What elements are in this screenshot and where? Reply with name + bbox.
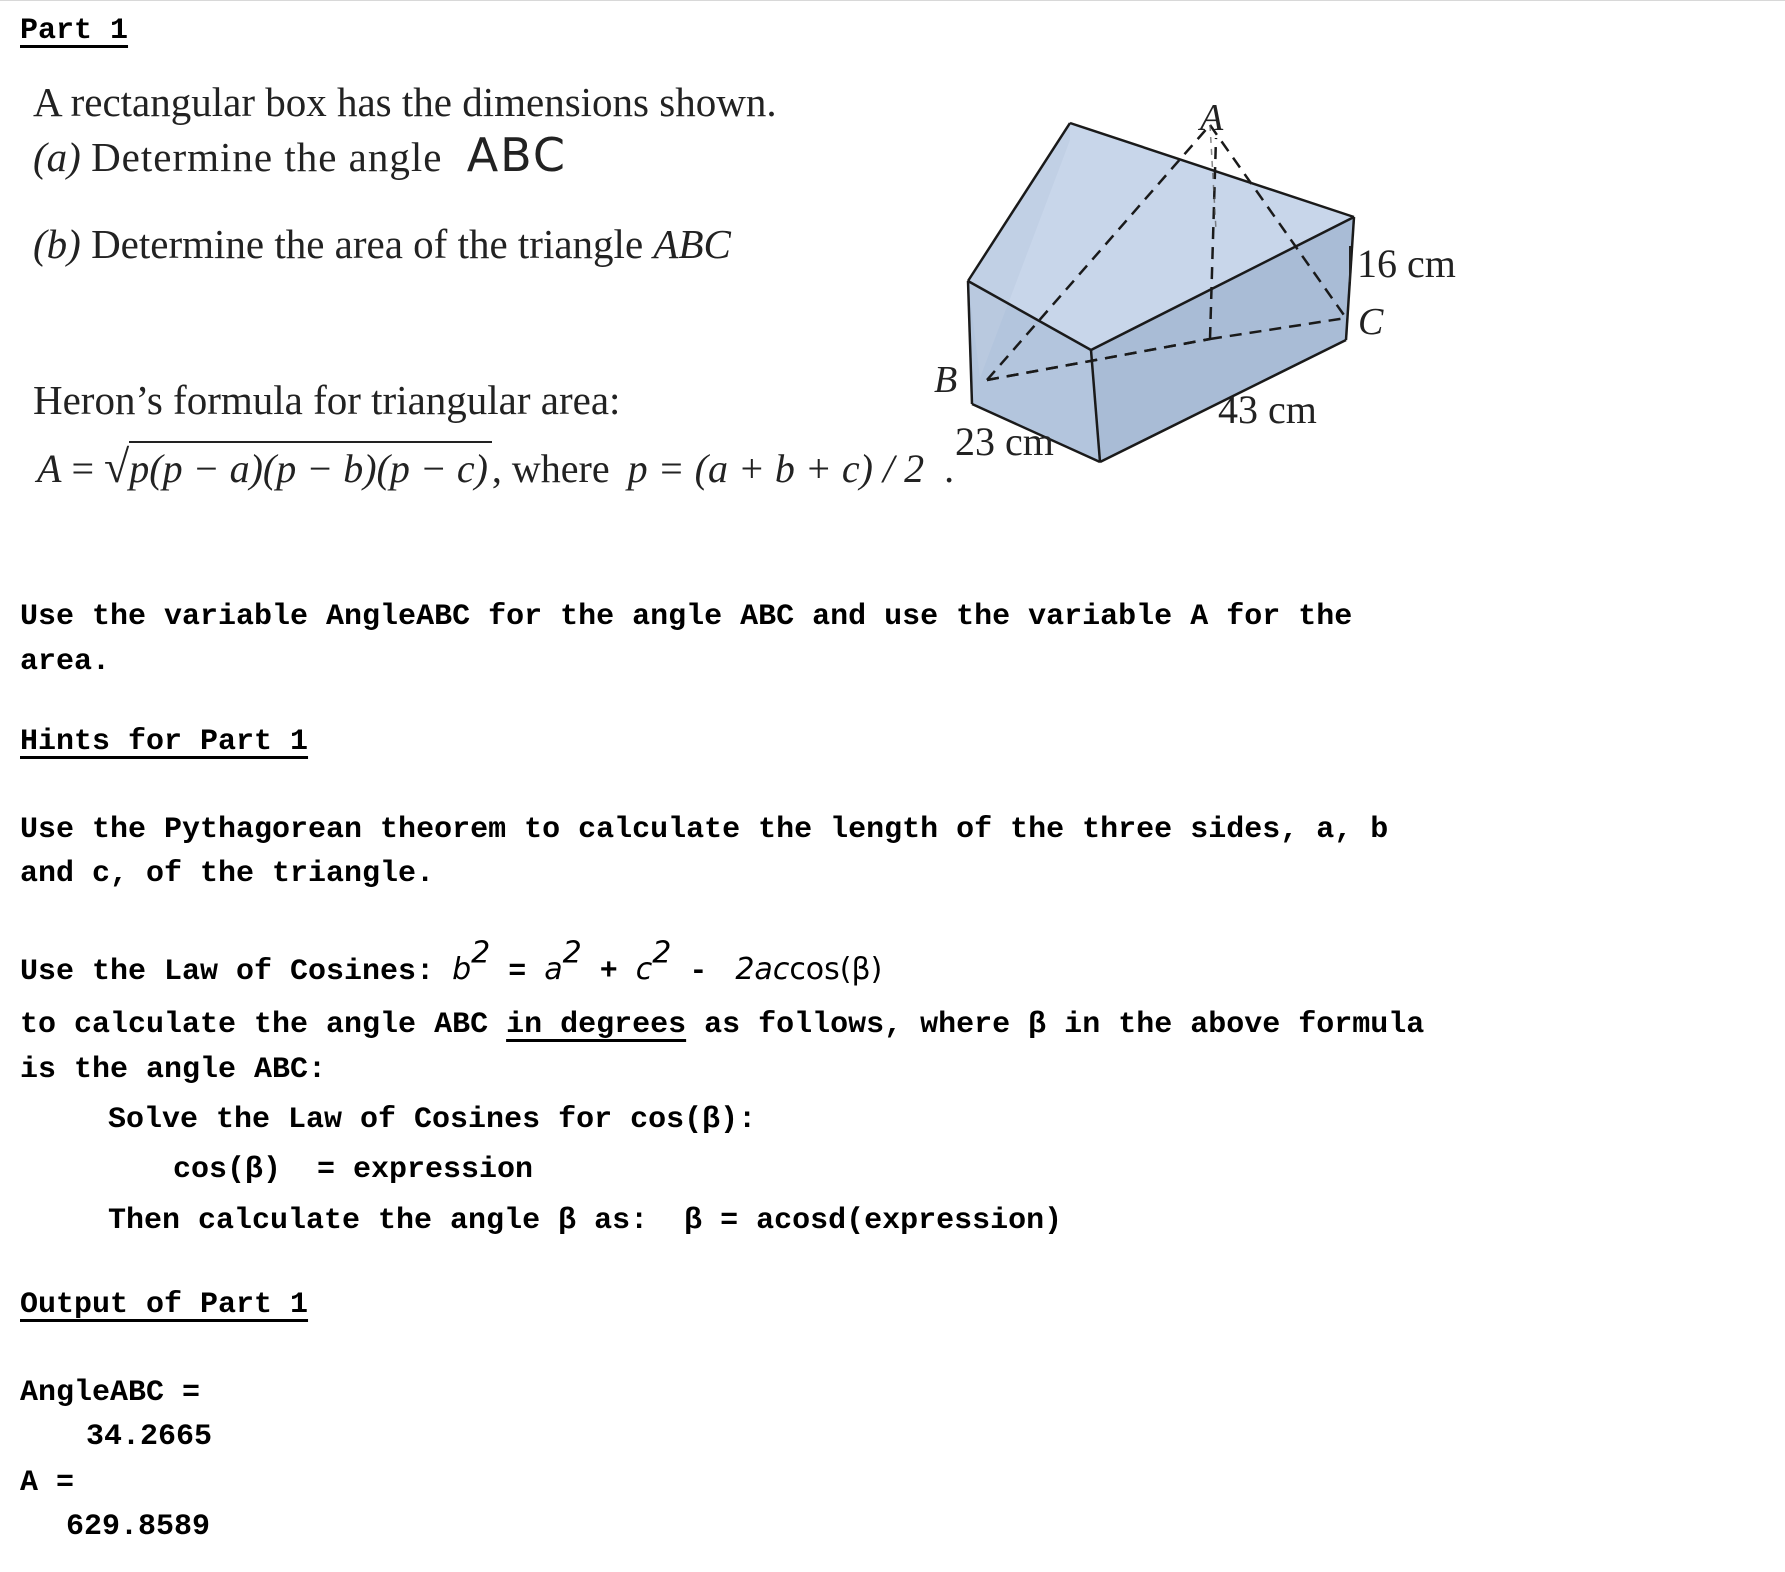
heron-end: . bbox=[944, 446, 955, 491]
problem-intro: A rectangular box has the dimensions shown. bbox=[33, 79, 777, 125]
angle-line-1-post: as follows, where β in the above formula bbox=[686, 1008, 1425, 1042]
loc-c-exp: 2 bbox=[652, 935, 672, 971]
sqrt-symbol: √ bbox=[104, 441, 130, 492]
angle-output-name: AngleABC = bbox=[20, 1376, 201, 1410]
part-a-handwritten: ABC bbox=[466, 128, 568, 182]
part-a-text: Determine the angle bbox=[91, 134, 443, 180]
heron-radicand: p(p − a)(p − b)(p − c) bbox=[129, 441, 492, 492]
loc-minus: - bbox=[671, 955, 726, 989]
vertex-c-label: C bbox=[1358, 301, 1384, 343]
loc-a: a bbox=[544, 952, 563, 987]
loc-plus: + bbox=[581, 955, 636, 989]
loc-prefix: Use the Law of Cosines: bbox=[20, 955, 453, 989]
solve-line: Solve the Law of Cosines for cos(β): bbox=[108, 1103, 757, 1137]
angle-line-1-pre: to calculate the angle ABC bbox=[20, 1008, 507, 1042]
angle-line-2: is the angle ABC: bbox=[20, 1053, 327, 1087]
part-b-text: Determine the area of the triangle bbox=[91, 221, 644, 267]
heron-where: , where bbox=[491, 446, 610, 491]
part-a-prefix: (a) bbox=[33, 134, 81, 180]
heron-lhs: A bbox=[37, 446, 62, 491]
variables-line-2: area. bbox=[20, 645, 111, 679]
area-output-name: A = bbox=[20, 1466, 75, 1500]
loc-eq: = bbox=[490, 955, 545, 989]
loc-b: b bbox=[452, 952, 472, 987]
law-of-cosines-line bbox=[20, 935, 883, 989]
loc-b-exp: 2 bbox=[471, 935, 491, 971]
variables-line-1: Use the variable AngleABC for the angle ABC and use the variable A for the bbox=[20, 600, 1353, 634]
pythagorean-line-1: Use the Pythagorean theorem to calculate the length of the three sides, a, b bbox=[20, 813, 1389, 847]
in-degrees: in degrees bbox=[506, 1008, 687, 1042]
heron-title: Heron’s formula for triangular area: bbox=[33, 377, 621, 423]
dimension-height: 16 cm bbox=[1349, 246, 1456, 282]
loc-cos: cos(β) bbox=[789, 952, 883, 987]
part-title: Part 1 bbox=[20, 14, 129, 48]
pythagorean-line-2: and c, of the triangle. bbox=[20, 857, 435, 891]
vertex-a-label: A bbox=[1200, 97, 1224, 139]
loc-c: c bbox=[635, 952, 653, 987]
angle-line-1 bbox=[20, 1008, 1424, 1042]
loc-2ac: 2ac bbox=[735, 952, 790, 987]
angle-output-value: 34.2665 bbox=[86, 1420, 213, 1454]
cos-expression-line: cos(β) = expression bbox=[173, 1153, 534, 1187]
vertex-b-label: B bbox=[934, 359, 958, 401]
dimension-length: 43 cm bbox=[1218, 387, 1317, 432]
area-output-value: 629.8589 bbox=[66, 1510, 211, 1544]
dimension-width: 23 cm bbox=[955, 419, 1054, 464]
box-figure bbox=[0, 0, 1785, 560]
output-title: Output of Part 1 bbox=[20, 1288, 309, 1322]
part-b-triangle: ABC bbox=[653, 221, 731, 267]
heron-formula: A = √p(p − a)(p − b)(p − c) , where p = (a + b + c) / 2 . bbox=[37, 441, 955, 492]
then-line: Then calculate the angle β as: β = acosd(expression) bbox=[108, 1204, 1063, 1238]
heron-p-def: p = (a + b + c) / 2 bbox=[627, 446, 925, 491]
hints-title: Hints for Part 1 bbox=[20, 725, 309, 759]
loc-a-exp: 2 bbox=[562, 935, 582, 971]
part-b-prefix: (b) bbox=[33, 221, 81, 267]
